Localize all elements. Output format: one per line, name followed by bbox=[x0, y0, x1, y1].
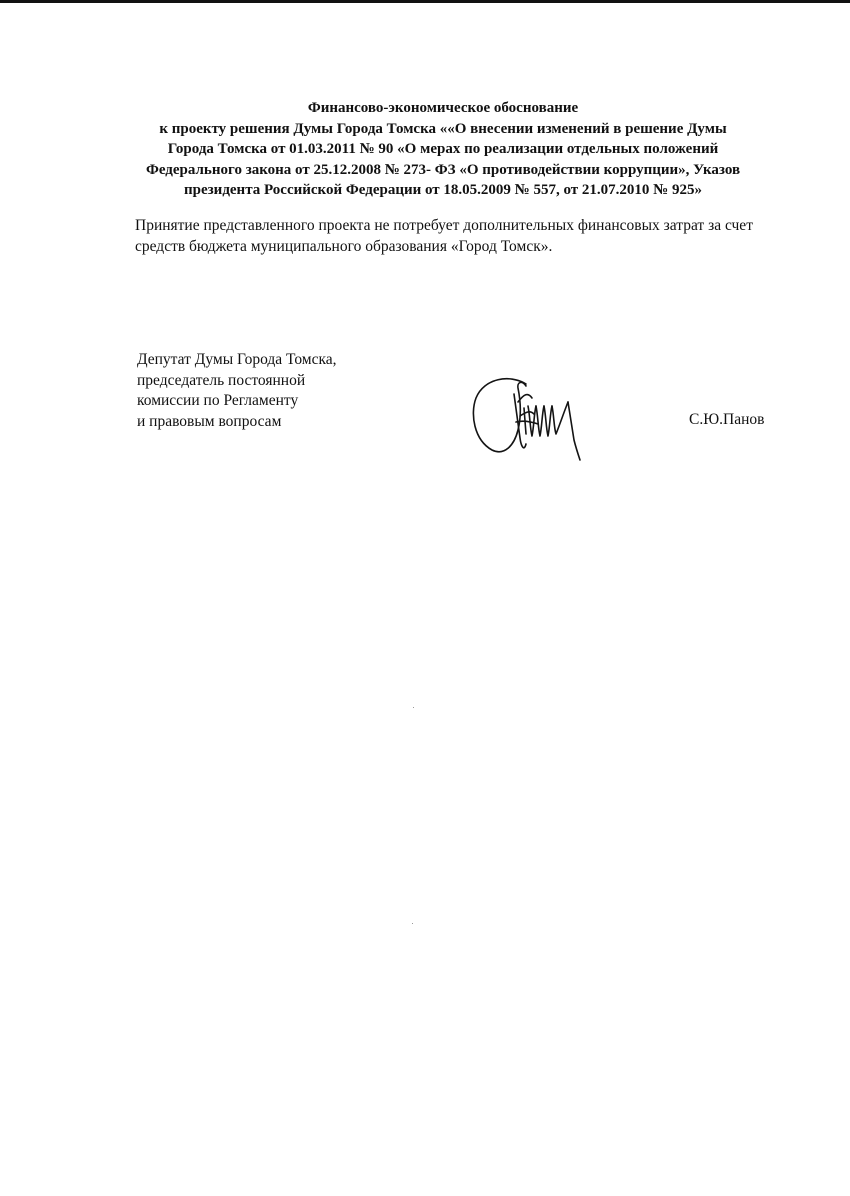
title-line: Финансово-экономическое обоснование bbox=[307, 100, 579, 116]
signer-position bbox=[137, 350, 337, 432]
position-line: и правовым вопросам bbox=[137, 412, 282, 430]
title-line: президента Российской Федерации от 18.05.2009 № 557, от 21.07.2010 № 925» bbox=[184, 182, 702, 198]
scan-speck bbox=[412, 923, 413, 924]
document-title bbox=[128, 98, 758, 201]
position-line: Депутат Думы Города Томска, bbox=[137, 351, 337, 368]
title-line: к проекту решения Думы Города Томска ««О внесении изменений в решение Думы bbox=[159, 120, 727, 137]
scan-speck bbox=[413, 707, 414, 708]
body-paragraph bbox=[135, 216, 835, 257]
position-line: председатель постоянной bbox=[137, 371, 306, 389]
body-line: средств бюджета муниципального образования «Город Томск». bbox=[135, 237, 553, 255]
handwritten-signature-icon bbox=[468, 372, 590, 464]
title-line: Федерального закона от 25.12.2008 № 273- ФЗ «О противодействии коррупции», Указов bbox=[145, 161, 741, 178]
body-line: Принятие представленного проекта не потребует дополнительных финансовых затрат за счет bbox=[135, 217, 753, 234]
position-line: комиссии по Регламенту bbox=[137, 392, 299, 409]
top-border-line bbox=[0, 0, 850, 3]
title-line: Города Томска от 01.03.2011 № 90 «О мерах по реализации отдельных положений bbox=[167, 141, 719, 157]
signer-name: С.Ю.Панов bbox=[689, 411, 765, 428]
